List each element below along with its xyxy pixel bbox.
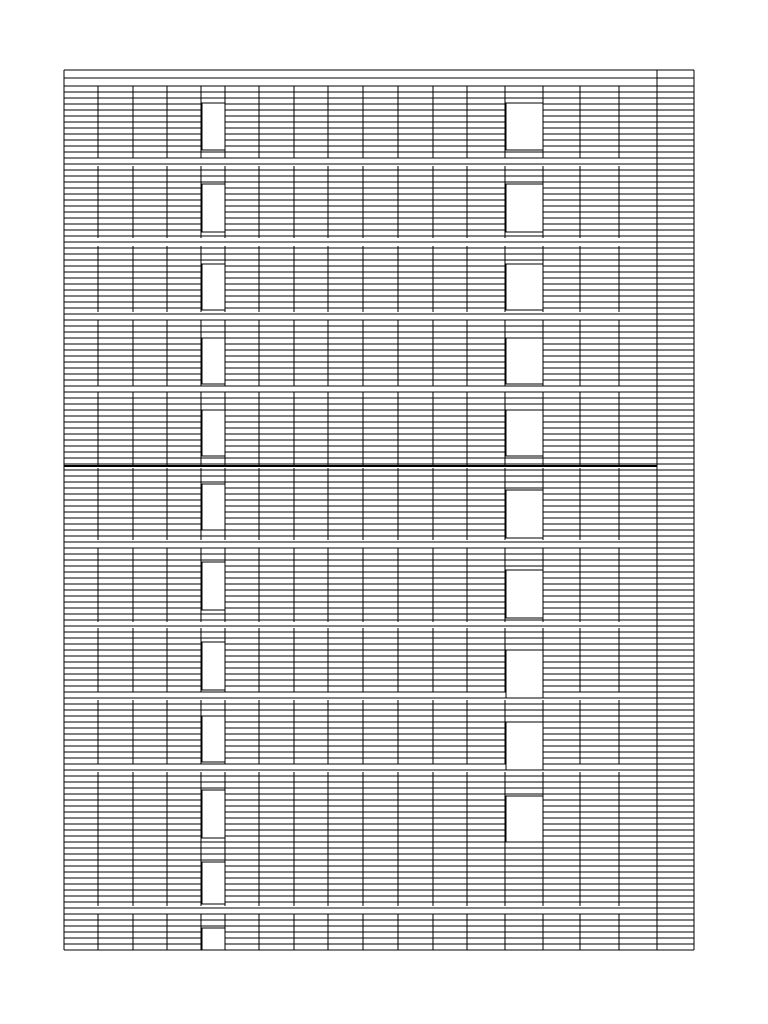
blank-cell-block [202,338,225,384]
blank-cell-block [202,103,225,150]
blank-cell-block [202,184,225,232]
blank-cell-block [202,410,225,456]
blank-cell-block [506,338,543,384]
blank-cell-block [506,264,543,310]
blank-cell-block [506,722,543,770]
blank-cell-block [202,562,225,610]
blank-cell-block [506,410,543,456]
blank-cell-block [506,103,543,150]
blank-cell-block [202,928,225,950]
blank-cell-block [506,796,543,842]
blank-cell-block [506,490,543,538]
blank-cell-block [202,716,225,762]
blank-cell-block [506,570,543,618]
blank-cell-block [202,642,225,690]
horizontal-rules [64,78,694,950]
blank-cell-block [202,790,225,838]
blank-cell-block [202,264,225,310]
blank-cell-block [202,862,225,904]
blank-cell-block [202,484,225,530]
blank-cell-block [506,650,543,698]
blank-cell-block [506,184,543,232]
